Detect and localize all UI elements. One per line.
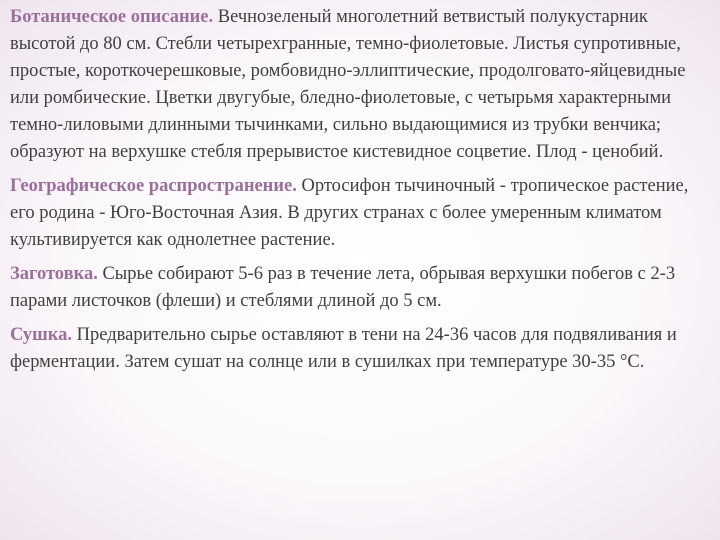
section-botanical-description (10, 4, 712, 166)
section-geographic-distribution (10, 173, 712, 254)
section-heading: Ботаническое описание. (10, 7, 214, 27)
section-text: Предварительно сырье оставляют в тени на 24-36 часов для подвяливания и ферментации. Затем сушат на солнце или в сушилках при температуре 30-35 °С. (10, 325, 677, 372)
section-text: Ортосифон тычиночный - тропическое растение, его родина - Юго-Восточная Азия. В других странах с более умеренным климатом культивируется как однолетнее растение. (10, 176, 689, 250)
section-drying (10, 322, 712, 376)
section-text: Вечнозеленый многолетний ветвистый полукустарник высотой до 80 см. Стебли четырехгранные, темно-фиолетовые. Листья супротивные, простые, короткочерешковые, ромбовидно-эллиптические, продолговато-яйцевидные или ромбические. Цветки двугубые, бледно-фиолетовые, с четырьмя характерными темно-лиловыми длинными тычинками, сильно выдающимися из трубки венчика; образуют на верхушке стебля прерывистое кистевидное соцветие. Плод - ценобий. (10, 7, 686, 162)
section-heading: Заготовка. (10, 264, 98, 284)
section-harvesting (10, 261, 712, 315)
section-heading: Географическое распространение. (10, 176, 297, 196)
section-text: Сырье собирают 5-6 раз в течение лета, обрывая верхушки побегов с 2-3 парами листочков (флеши) и стеблями длиной до 5 см. (10, 264, 676, 311)
slide-content (10, 4, 712, 376)
section-heading: Сушка. (10, 325, 73, 345)
